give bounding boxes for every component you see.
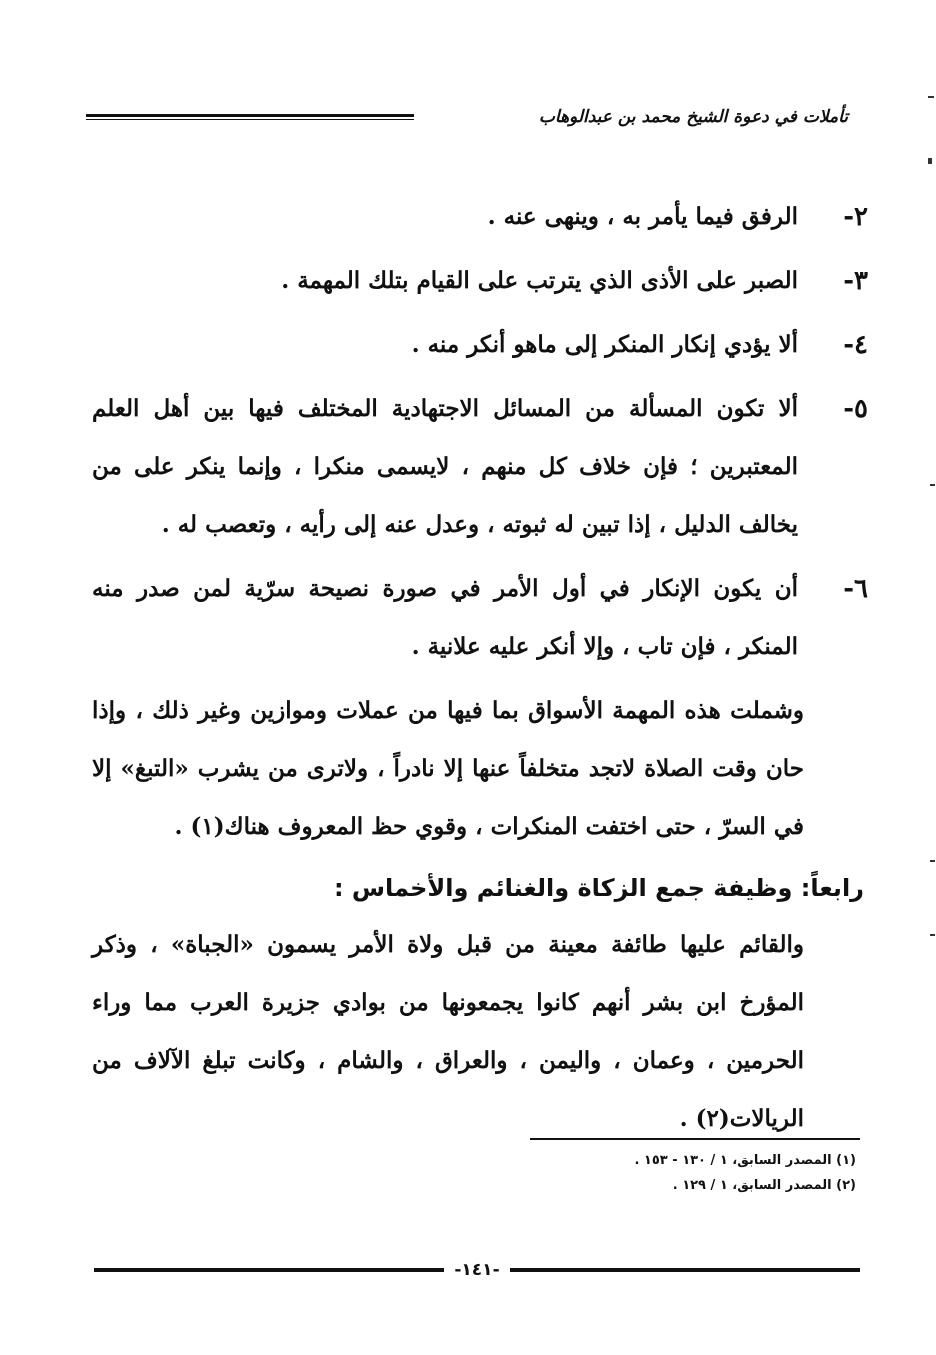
item-number: ٣- bbox=[843, 266, 868, 296]
running-title: تأملات في دعوة الشيخ محمد بن عبدالوهاب bbox=[538, 107, 848, 127]
list-item bbox=[92, 560, 868, 676]
scan-mark bbox=[930, 860, 935, 862]
header-rule-thin bbox=[86, 119, 414, 120]
footer-rule-right bbox=[510, 1268, 860, 1272]
main-text bbox=[92, 188, 868, 1148]
item-text: أن يكون الإنكار في أول الأمر في صورة نصيحة سرّية لمن صدر منه المنكر ، فإن تاب ، وإلا أنكر عليه علانية . bbox=[92, 575, 798, 660]
scan-mark bbox=[928, 158, 932, 164]
scan-mark bbox=[928, 96, 934, 98]
footnotes bbox=[526, 1148, 856, 1198]
item-number: ٦- bbox=[843, 574, 868, 604]
item-number: ٤- bbox=[843, 330, 868, 360]
item-text: الرفق فيما يأمر به ، وينهى عنه . bbox=[487, 203, 798, 230]
page-number: -١٤١- bbox=[454, 1260, 500, 1280]
item-text: ألا تكون المسألة من المسائل الاجتهادية المختلف فيها بين أهل العلم المعتبرين ؛ فإن خلاف كل منهم ، لايسمى منكرا ، وإنما ينكر على من يخالف الدليل ، إذا تبين له ثبوته ، وعدل عنه إلى رأيه ، وتعصب له . bbox=[92, 395, 798, 538]
item-text: الصبر على الأذى الذي يترتب على القيام بتلك المهمة . bbox=[281, 267, 798, 294]
footnote: (٢) المصدر السابق، ١ / ١٢٩ . bbox=[672, 1178, 856, 1193]
list-item bbox=[92, 252, 868, 310]
list-item bbox=[92, 188, 868, 246]
running-header bbox=[86, 104, 848, 134]
page-footer bbox=[94, 1258, 860, 1282]
body-paragraph: والقائم عليها طائفة معينة من قبل ولاة الأمر يسمون «الجباة» ، وذكر المؤرخ ابن بشر أنهم كانوا يجمعونها من بوادي جزيرة العرب مما وراء الحرمين ، وعمان ، واليمن ، والعراق ، والشام ، وكانت تبلغ الآلاف من الريالات(٢) . bbox=[92, 931, 804, 1132]
header-rule-thick bbox=[86, 114, 414, 117]
item-number: ٥- bbox=[843, 394, 868, 424]
scan-mark bbox=[930, 484, 935, 486]
footnote-separator bbox=[530, 1138, 860, 1140]
body-paragraph: وشملت هذه المهمة الأسواق بما فيها من عملات وموازين وغير ذلك ، وإذا حان وقت الصلاة لاتجد متخلفاً عنها إلا نادراً ، ولاترى من يشرب «التبغ» إلا في السرّ ، حتى اختفت المنكرات ، وقوي حظ المعروف هناك(١) . bbox=[92, 697, 804, 840]
item-text: ألا يؤدي إنكار المنكر إلى ماهو أنكر منه . bbox=[411, 331, 798, 358]
scan-mark bbox=[930, 934, 935, 936]
footer-rule-left bbox=[94, 1268, 444, 1272]
section-heading: رابعاً: وظيفة جمع الزكاة والغنائم والأخماس : bbox=[333, 874, 864, 902]
conditions-list bbox=[92, 188, 868, 676]
list-item bbox=[92, 380, 868, 554]
list-item bbox=[92, 316, 868, 374]
item-number: ٢- bbox=[843, 202, 868, 232]
footnote: (١) المصدر السابق، ١ / ١٣٠ - ١٥٣ . bbox=[634, 1153, 856, 1168]
